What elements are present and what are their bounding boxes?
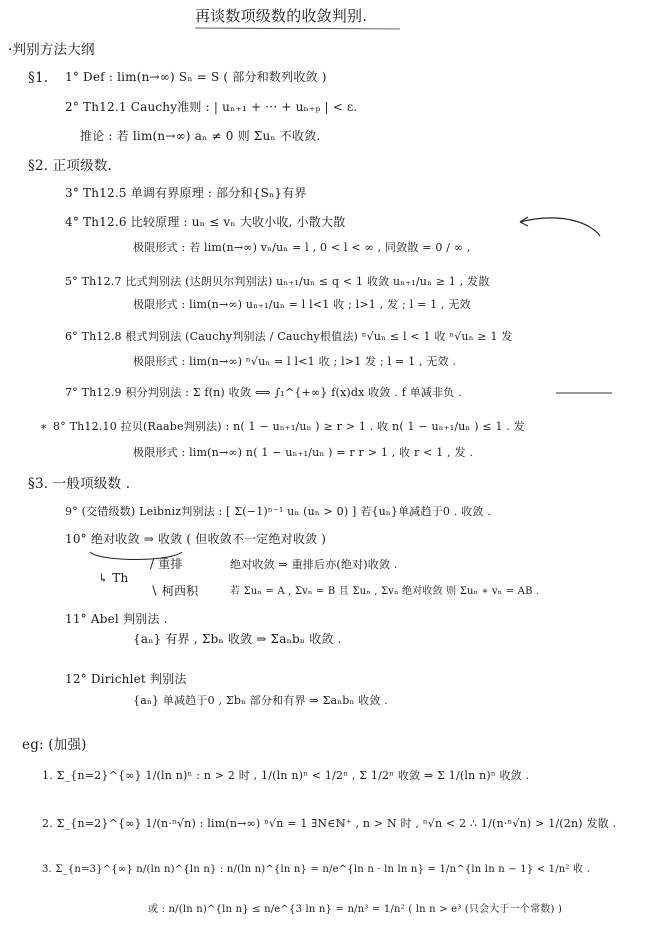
section-2-label: §2. 正项级数. xyxy=(28,158,113,174)
item-3-monotone: 3° Th12.5 单调有界原理 : 部分和{Sₙ}有界 xyxy=(65,186,307,200)
item-11-condition: {aₙ} 有界 , Σbₙ 收敛 ⇒ Σaₙbₙ 收敛 . xyxy=(133,632,342,646)
example-1: 1. Σ_{n=2}^{∞} 1/(ln n)ⁿ : n > 2 时 , 1/(ln n)ⁿ < 1/2ⁿ , Σ 1/2ⁿ 收敛 ⇒ Σ 1/(ln n)ⁿ 收敛 . xyxy=(42,769,530,782)
item-10-absolute: 10° 绝对收敛 ⇒ 收敛 ( 但收敛不一定绝对收敛 ) xyxy=(65,532,327,546)
item-7-integral: 7° Th12.9 积分判别法 : Σ f(n) 收敛 ⟺ ∫₁^{+∞} f(x)dx 收敛 . f 单减非负 . xyxy=(65,386,462,399)
item-8-raabe: 8° Th12.10 拉贝(Raabe判别法) : n( 1 − uₙ₊₁/uₙ ) ≥ r > 1 . 收 n( 1 − uₙ₊₁/uₙ ) ≤ 1 . 发 xyxy=(53,420,526,433)
item-8-star: ∗ xyxy=(40,420,48,433)
rearrangement-note: 绝对收敛 ⇒ 重排后亦(绝对)收敛 . xyxy=(230,558,398,571)
examples-heading: eg: (加强) xyxy=(22,737,87,753)
item-4-comparison: 4° Th12.6 比较原理 : uₙ ≤ vₙ 大收小收, 小散大散 xyxy=(65,215,346,229)
item-11-abel: 11° Abel 判别法 . xyxy=(65,612,168,626)
item-1-definition: 1° Def : lim(n→∞) Sₙ = S ( 部分和数列收敛 ) xyxy=(65,70,327,84)
example-3-alternative: 或 : n/(ln n)^{ln n} ≤ n/e^{3 ln n} = n/n³ = 1/n² ( ln n > e³ (只会大于一个常数) ) xyxy=(148,904,563,915)
item-8-limit-form: 极限形式 : lim(n→∞) n( 1 − uₙ₊₁/uₙ ) = r r > 1 , 收 r < 1 , 发 . xyxy=(133,446,474,459)
section-1-label: §1. xyxy=(28,70,49,86)
section-3-label: §3. 一般项级数 . xyxy=(28,476,131,492)
item-12-dirichlet: 12° Dirichlet 判别法 xyxy=(65,672,187,686)
item-6-limit-form: 极限形式 : lim(n→∞) ⁿ√uₙ = l l<1 收 ; l>1 发 ; l = 1 , 无效 . xyxy=(133,355,457,368)
title-underline xyxy=(195,28,400,29)
item-5-ratio: 5° Th12.7 比式判别法 (达朗贝尔判别法) uₙ₊₁/uₙ ≤ q < 1 收敛 uₙ₊₁/uₙ ≥ 1 , 发散 xyxy=(65,275,490,288)
arrow-head-icon xyxy=(520,217,528,226)
cauchy-product-note: 若 Σuₙ = A , Σvₙ = B 且 Σuₙ , Σvₙ 绝对收敛 则 Σuₙ ∗ vₙ = AB . xyxy=(230,586,540,597)
item-6-root: 6° Th12.8 根式判别法 (Cauchy判别法 / Cauchy根值法) ⁿ√uₙ ≤ l < 1 收 ⁿ√uₙ ≥ 1 发 xyxy=(65,330,513,343)
theorem-arrow: ↳ Th xyxy=(98,571,129,585)
item-5-limit-form: 极限形式 : lim(n→∞) uₙ₊₁/uₙ = l l<1 收 ; l>1 , 发 ; l = 1 , 无效 xyxy=(133,298,471,311)
curved-arrow-icon xyxy=(520,218,600,236)
rearrangement-label: / 重排 xyxy=(150,557,183,571)
outline-heading: ·判别方法大纲 xyxy=(8,42,95,58)
item-9-leibniz: 9° (交错级数) Leibniz判别法 : [ Σ(−1)ⁿ⁻¹ uₙ (uₙ > 0) ] 若{uₙ}单减趋于0 . 收敛 . xyxy=(65,505,491,518)
item-12-condition: {aₙ} 单减趋于0 , Σbₙ 部分和有界 ⇒ Σaₙbₙ 收敛 . xyxy=(133,694,388,707)
example-3: 3. Σ_{n=3}^{∞} n/(ln n)^{ln n} : n/(ln n)^{ln n} = n/e^{ln n · ln ln n} = 1/n^{ln ln n − 1} < 1/n² 收 . xyxy=(42,864,590,875)
example-2: 2. Σ_{n=2}^{∞} 1/(n·ⁿ√n) : lim(n→∞) ⁿ√n = 1 ∃N∈ℕ⁺ , n > N 时 , ⁿ√n < 2 ∴ 1/(n·ⁿ√n) > 1/(2n) 发散 . xyxy=(42,817,617,830)
item-2-corollary: 推论 : 若 lim(n→∞) aₙ ≠ 0 则 Σuₙ 不收敛. xyxy=(80,129,321,143)
cauchy-product-label: ∖ 柯西积 xyxy=(150,584,199,598)
item-4-limit-form: 极限形式 : 若 lim(n→∞) vₙ/uₙ = l , 0 < l < ∞ , 同敛散 = 0 / ∞ , xyxy=(133,241,471,254)
page-title: 再谈数项级数的收敛判别. xyxy=(195,7,368,25)
item-2-cauchy: 2° Th12.1 Cauchy准则 : | uₙ₊₁ + ··· + uₙ₊ₚ | < ε. xyxy=(65,100,358,114)
